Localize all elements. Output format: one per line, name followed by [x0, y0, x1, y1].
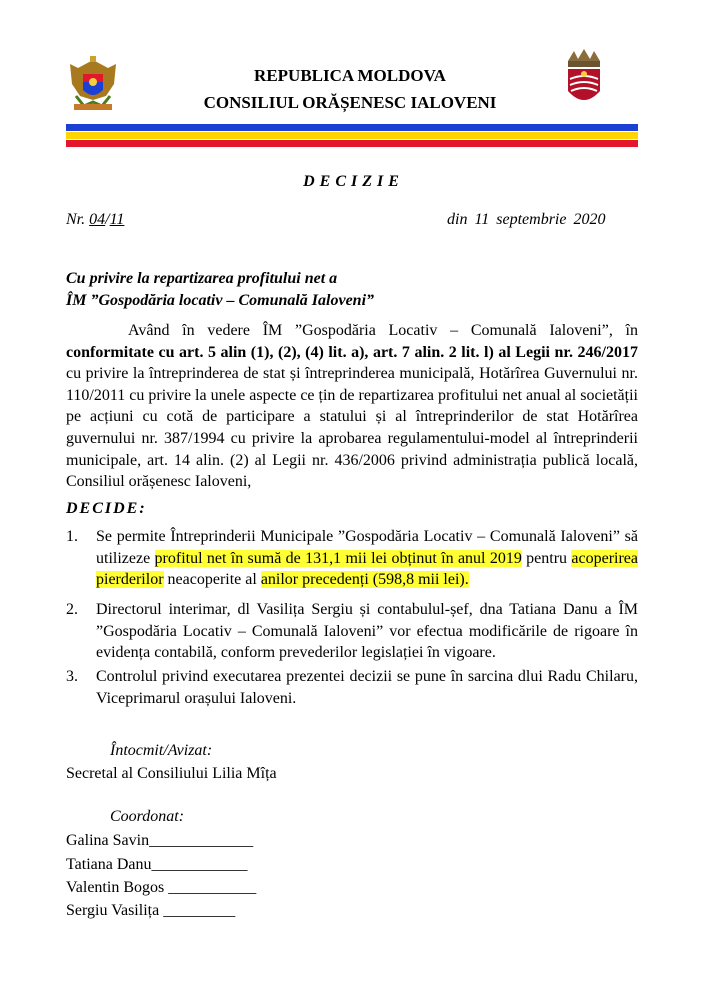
decision-item-1 [66, 526, 638, 591]
moldova-coat-of-arms-emblem [66, 54, 120, 114]
decision-item-3 [66, 666, 638, 709]
preamble-legal-reference: conformitate cu art. 5 alin (1), (2), (4) lit. a), art. 7 alin. 2 lit. l) al Legii nr. 246/2017 [66, 343, 638, 361]
decision-date: din 11 septembrie 2020 [447, 211, 606, 228]
preamble-part-1: Având în vedere ÎM ”Gospodăria Locativ – Comunală Ialoveni”, în [128, 322, 638, 339]
council-heading: CONSILIUL ORĂȘENESC IALOVENI [203, 93, 497, 112]
item-text: Directorul interimar, dl Vasilița Sergiu și contabulul-șef, dna Tatiana Danu a ÎM ”Gospodăria Locativ – Comunală Ialoveni” vor efectua modificările de rigoare în evidența contabilă, conform prevederilor legislației în vigoare. [96, 601, 638, 661]
number-prefix: Nr. [66, 211, 86, 228]
ialoveni-coat-of-arms-emblem [564, 47, 604, 111]
highlight-previous-years: anilor precedenți (598,8 mii lei). [260, 571, 469, 588]
item-text: pentru [521, 549, 572, 567]
coordinated-label: Coordonat: [110, 808, 185, 825]
prepared-by-label: Întocmit/Avizat: [110, 742, 213, 759]
subject-line-2: ÎM ”Gospodăria locativ – Comunală Ialoveni” [66, 292, 375, 309]
decision-subject [66, 268, 486, 312]
preamble-part-3: cu privire la întreprinderea de stat și întreprinderea municipală, Hotărîrea Guvernului nr. 110/2011 cu privire la unele aspecte ce țin de repartizarea profitului net anual al societății pe acțiuni cu cotă de participare a statului și al întreprinderilor de stat Hotărîrea guvernului nr. 387/1994 cu privire la aprobarea regulamentului-model al întreprinderii municipale, art. 14 alin. (2) al Legii nr. 436/2006 privind administrația publică locală, Consiliul orășenesc Ialoveni, [66, 365, 638, 491]
item-text: Se permite Întreprinderii Municipale ”Gospodăria Locativ – Comunală Ialoveni” să utilizeze [96, 528, 638, 567]
item-number: 2. [66, 601, 78, 618]
decide-heading: DECIDE: [66, 500, 147, 517]
item-number: 1. [66, 528, 78, 545]
document-title: DECIZIE [303, 173, 404, 190]
signature-line: Sergiu Vasilița _________ [66, 902, 236, 919]
number-part-2: 11 [109, 211, 125, 228]
number-separator: / [105, 211, 110, 228]
flag-stripes-divider [66, 124, 638, 148]
item-text: neacoperite al [163, 571, 261, 588]
country-heading: REPUBLICA MOLDOVA [254, 66, 446, 85]
signature-line: Tatiana Danu____________ [66, 856, 248, 873]
signature-line: Galina Savin_____________ [66, 832, 254, 849]
highlight-loss-coverage: acoperirea pierderilor [96, 549, 638, 588]
decision-number [66, 211, 124, 229]
number-part-1: 04 [89, 211, 106, 228]
subject-line-1: Cu privire la repartizarea profitului net a [66, 270, 338, 287]
preamble-paragraph [66, 320, 638, 493]
council-secretary: Secretal al Consiliului Lilia Mîța [66, 765, 277, 782]
highlight-net-profit: profitul net în sumă de 131,1 mii lei obținut în anul 2019 [154, 549, 522, 567]
signature-line: Valentin Bogos ___________ [66, 879, 257, 896]
decision-item-2 [66, 599, 638, 664]
item-text: Controlul privind executarea prezentei decizii se pune în sarcina dlui Radu Chilaru, Viceprimarul orașului Ialoveni. [96, 668, 638, 707]
item-number: 3. [66, 668, 78, 685]
